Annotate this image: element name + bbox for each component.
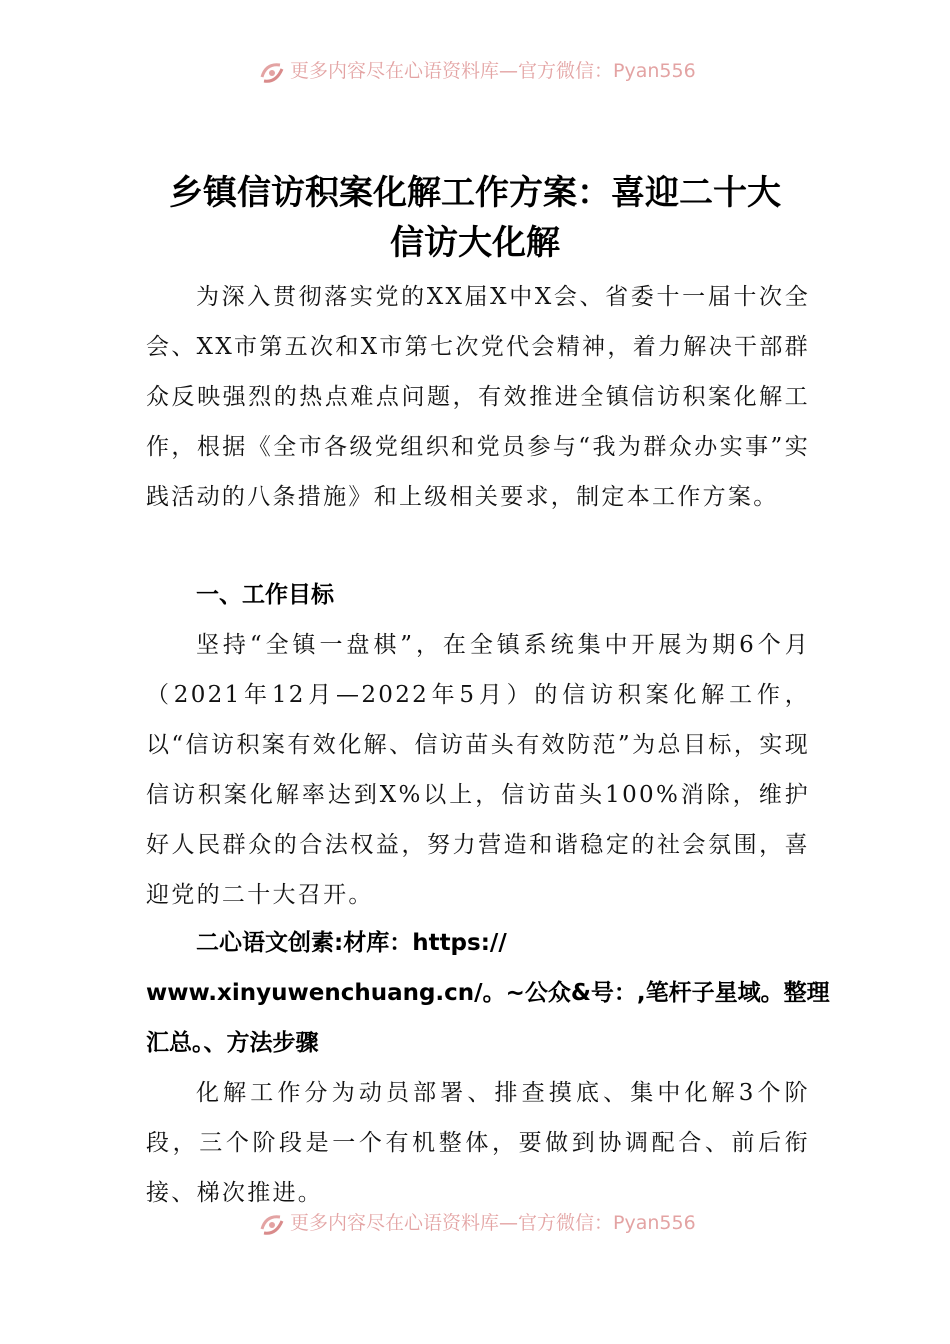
section-1-heading: 一、工作目标 [196,582,334,608]
section-2-heading-line-2: www.xinyuwenchuang.cn/。~公众&号：,笔杆子星域。整理 [146,980,830,1006]
section-2-heading-line-1: 二心语文创素:材库：https:// [196,930,507,956]
watermark-text: 更多内容尽在心语资料库—官方微信：Pyan556 [290,60,696,82]
watermark-logo-icon [258,57,286,85]
section-2-heading [146,918,830,1068]
watermark-logo-icon [258,1209,286,1237]
title-line-2: 信访大化解 [390,223,560,263]
document-title [140,168,810,268]
section-1-paragraph: 坚持“全镇一盘棋”，在全镇系统集中开展为期6个月（2021年12月—2022年5月）的信访积案化解工作，以“信访积案有效化解、信访苗头有效防范”为总目标，实现信访积案化解率达到X%以上，信访苗头100%消除，维护好人民群众的合法权益，努力营造和谐稳定的社会氛围，喜迎党的二十大召开。 [146,632,810,908]
watermark-text: 更多内容尽在心语资料库—官方微信：Pyan556 [290,1212,696,1234]
title-line-1: 乡镇信访积案化解工作方案：喜迎二十大 [169,173,781,213]
header-watermark [258,57,738,85]
section-2-heading-line-3: 汇总。、方法步骤 [146,1030,319,1056]
footer-watermark [258,1209,738,1237]
section-2-paragraph: 化解工作分为动员部署、排查摸底、集中化解3个阶段，三个阶段是一个有机整体，要做到协调配合、前后衔接、梯次推进。 [146,1080,810,1206]
intro-paragraph: 为深入贯彻落实党的XX届X中X会、省委十一届十次全会、XX市第五次和X市第七次党代会精神，着力解决干部群众反映强烈的热点难点问题，有效推进全镇信访积案化解工作，根据《全市各级党组织和党员参与“我为群众办实事”实践活动的八条措施》和上级相关要求，制定本工作方案。 [146,284,810,510]
